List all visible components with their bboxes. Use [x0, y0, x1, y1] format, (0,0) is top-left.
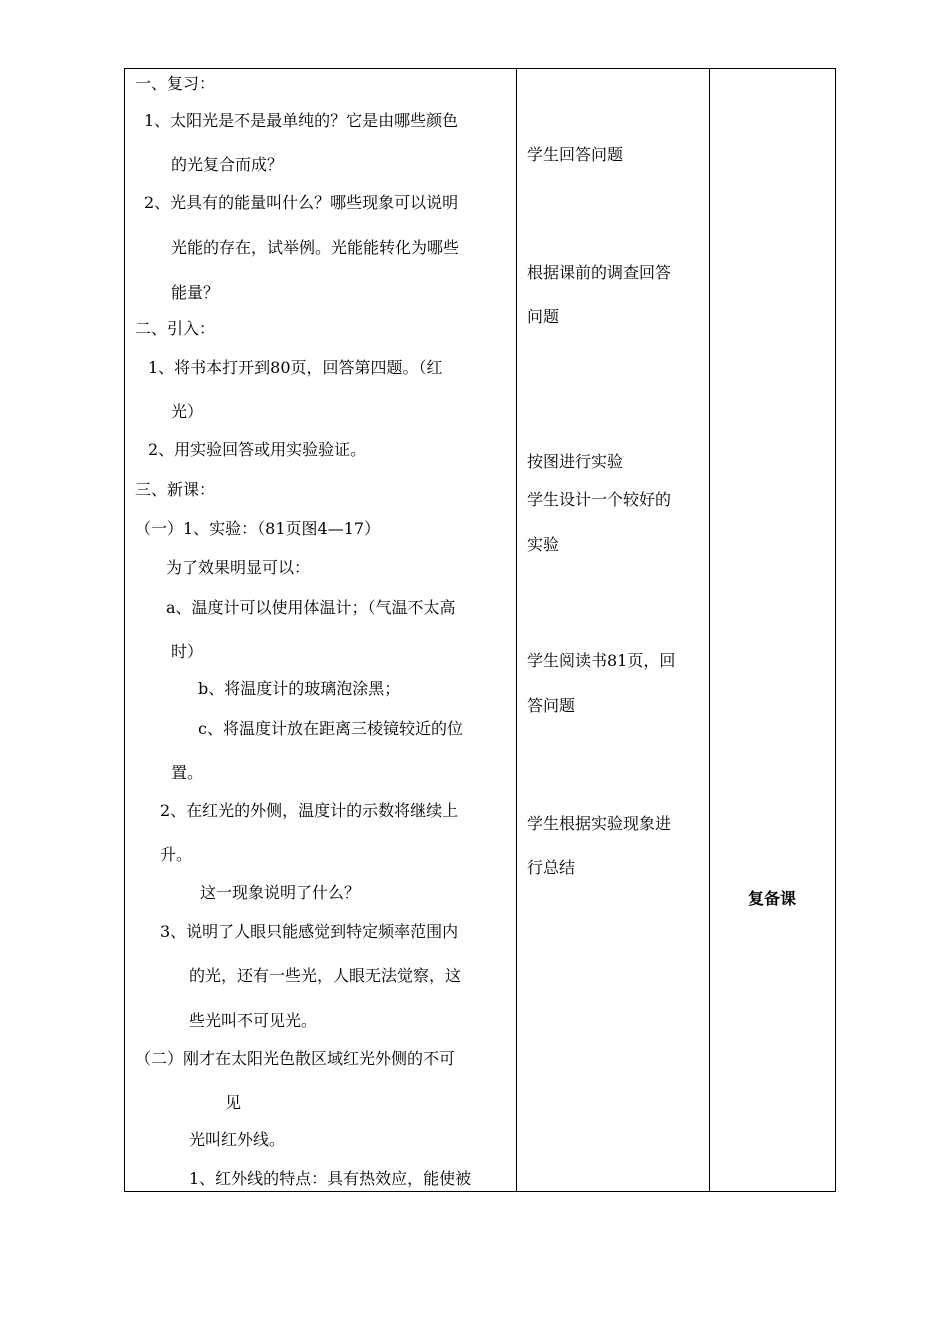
text-line: 三、新课：: [135, 480, 216, 499]
text-line: 能量？: [171, 283, 220, 302]
text-line: 的光复合而成？: [171, 155, 284, 174]
text-line: 这一现象说明了什么？: [200, 883, 361, 902]
text-line: 学生回答问题: [527, 145, 624, 164]
review-label: 复备课: [747, 889, 796, 908]
text-line: 一、复习：: [135, 74, 216, 93]
text-line: （二）刚才在太阳光色散区域红光外侧的不可: [135, 1049, 456, 1068]
text-line: 根据课前的调查回答: [527, 263, 672, 282]
text-line: 1、红外线的特点：具有热效应，能使被: [189, 1169, 472, 1188]
text-line: b、将温度计的玻璃泡涂黑；: [198, 679, 401, 698]
text-line: （一）1、实验：（81页图4—17）: [135, 519, 381, 538]
text-line: 光能的存在，试举例。光能能转化为哪些: [171, 238, 460, 257]
text-line: 二、引入：: [135, 319, 216, 338]
text-line: 见: [225, 1093, 242, 1112]
text-line: 学生设计一个较好的: [527, 490, 672, 509]
student-activity-cell: [516, 69, 709, 1191]
text-line: 学生根据实验现象进: [527, 814, 672, 833]
text-line: 1、将书本打开到80页，回答第四题。（红: [148, 358, 443, 377]
text-line: 升。: [160, 845, 193, 864]
review-notes-cell: [709, 69, 835, 1191]
text-line: 学生阅读书81页，回: [527, 651, 676, 670]
text-line: 为了效果明显可以：: [166, 558, 311, 577]
text-line: 光叫红外线。: [189, 1130, 286, 1149]
text-line: 2、在红光的外侧，温度计的示数将继续上: [160, 801, 459, 820]
text-line: 问题: [527, 307, 560, 326]
text-line: 2、用实验回答或用实验验证。: [148, 440, 367, 459]
text-line: 的光，还有一些光，人眼无法觉察，这: [189, 966, 462, 985]
text-line: 时）: [171, 642, 204, 661]
teaching-content-cell: [125, 69, 516, 1191]
text-line: a、温度计可以使用体温计；（气温不太高: [166, 598, 456, 617]
text-line: 行总结: [527, 858, 576, 877]
text-line: c、将温度计放在距离三棱镜较近的位: [198, 719, 463, 738]
text-line: 按图进行实验: [527, 452, 624, 471]
text-line: 光）: [171, 402, 204, 421]
text-line: 置。: [171, 763, 204, 782]
text-line: 答问题: [527, 696, 576, 715]
text-line: 些光叫不可见光。: [189, 1011, 318, 1030]
text-line: 3、说明了人眼只能感觉到特定频率范围内: [160, 922, 459, 941]
text-line: 实验: [527, 535, 560, 554]
text-line: 1、太阳光是不是最单纯的？它是由哪些颜色: [144, 111, 459, 130]
text-line: 2、光具有的能量叫什么？哪些现象可以说明: [144, 193, 459, 212]
lesson-table: [124, 68, 836, 1192]
